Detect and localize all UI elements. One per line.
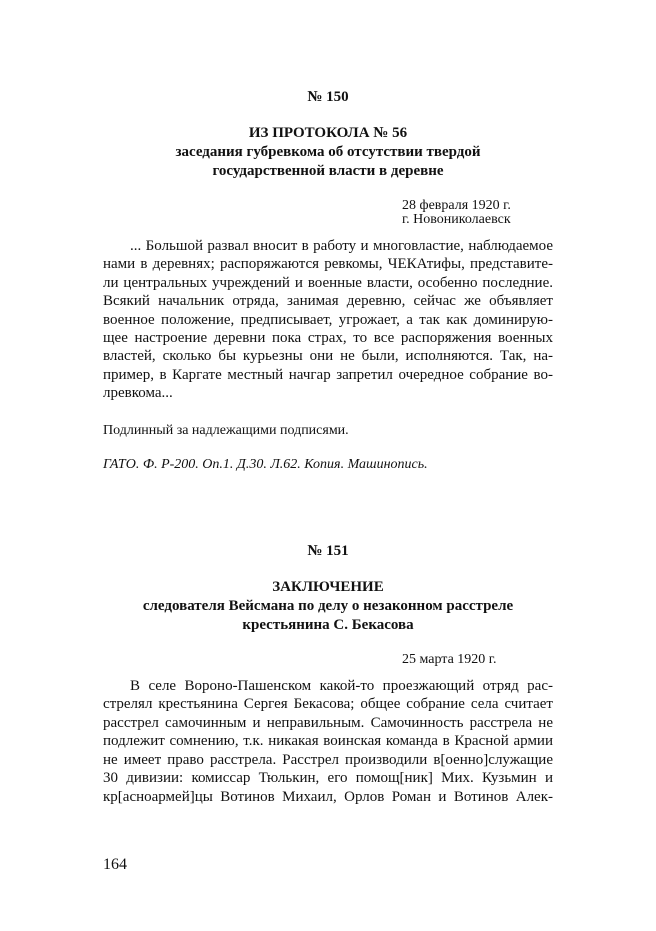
body-line: пример, в Каргате местный начгар запретил очередное собрание во-: [103, 367, 553, 383]
document-subtitle: государственной власти в деревне: [212, 163, 444, 179]
document-subtitle: крестьянина С. Бекасова: [242, 617, 414, 633]
document-title: ИЗ ПРОТОКОЛА № 56: [248, 125, 408, 141]
body-line: кр[асноармей]цы Вотинов Михаил, Орлов Роман и Вотинов Алек-: [103, 789, 553, 805]
document-number: № 151: [307, 543, 349, 559]
body-line: стрелял крестьянина Сергея Бекасова; общее собрание села считает: [103, 696, 553, 712]
authenticity-note: Подлинный за надлежащими подписями.: [103, 423, 349, 438]
document-number: № 150: [307, 89, 349, 105]
body-line: Всякий начальник отряда, занимая деревню, сейчас же объявляет: [103, 293, 553, 309]
body-line: 30 дивизии: комиссар Тюлькин, его помощ[ник] Мих. Кузьмин и: [103, 770, 553, 786]
body-line: лревкома...: [103, 385, 173, 401]
page-number: 164: [103, 856, 127, 873]
body-line: нами в деревнях; распоряжаются ревкомы, ЧЕКАтифы, представите-: [103, 256, 553, 272]
body-line: властей, сколько бы курьезны они не были, исполняются. Так, на-: [103, 348, 553, 364]
body-line: военное положение, предписывает, угрожает, а так как доминирую-: [103, 312, 553, 328]
document-subtitle: следователя Вейсмана по делу о незаконном расстреле: [142, 598, 514, 614]
document-title: ЗАКЛЮЧЕНИЕ: [272, 579, 384, 595]
document-subtitle: заседания губревкома об отсутствии твердой: [175, 144, 481, 160]
body-line: щее настроение деревни пока страх, то все распоряжения военных: [103, 330, 553, 346]
document-place: г. Новониколаевск: [402, 212, 511, 227]
body-line: В селе Вороно-Пашенском какой-то проезжающий отряд рас-: [130, 678, 553, 694]
body-line: подлежит сомнению, т.к. никакая воинская команда в Красной армии: [103, 733, 553, 749]
document-date: 28 февраля 1920 г.: [402, 198, 511, 213]
body-line: ли центральных учреждений и военные власти, особенно последние.: [103, 275, 553, 291]
body-line: расстрел самочинным и неправильным. Самочинность расстрела не: [103, 715, 553, 731]
archive-source: ГАТО. Ф. Р-200. Оп.1. Д.30. Л.62. Копия. Машинопись.: [103, 457, 428, 472]
body-line: ... Большой развал вносит в работу и многовластие, наблюдаемое: [130, 238, 553, 254]
body-line: не имеет право расстрела. Расстрел производили в[оенно]служащие: [103, 752, 553, 768]
document-date: 25 марта 1920 г.: [402, 652, 497, 667]
